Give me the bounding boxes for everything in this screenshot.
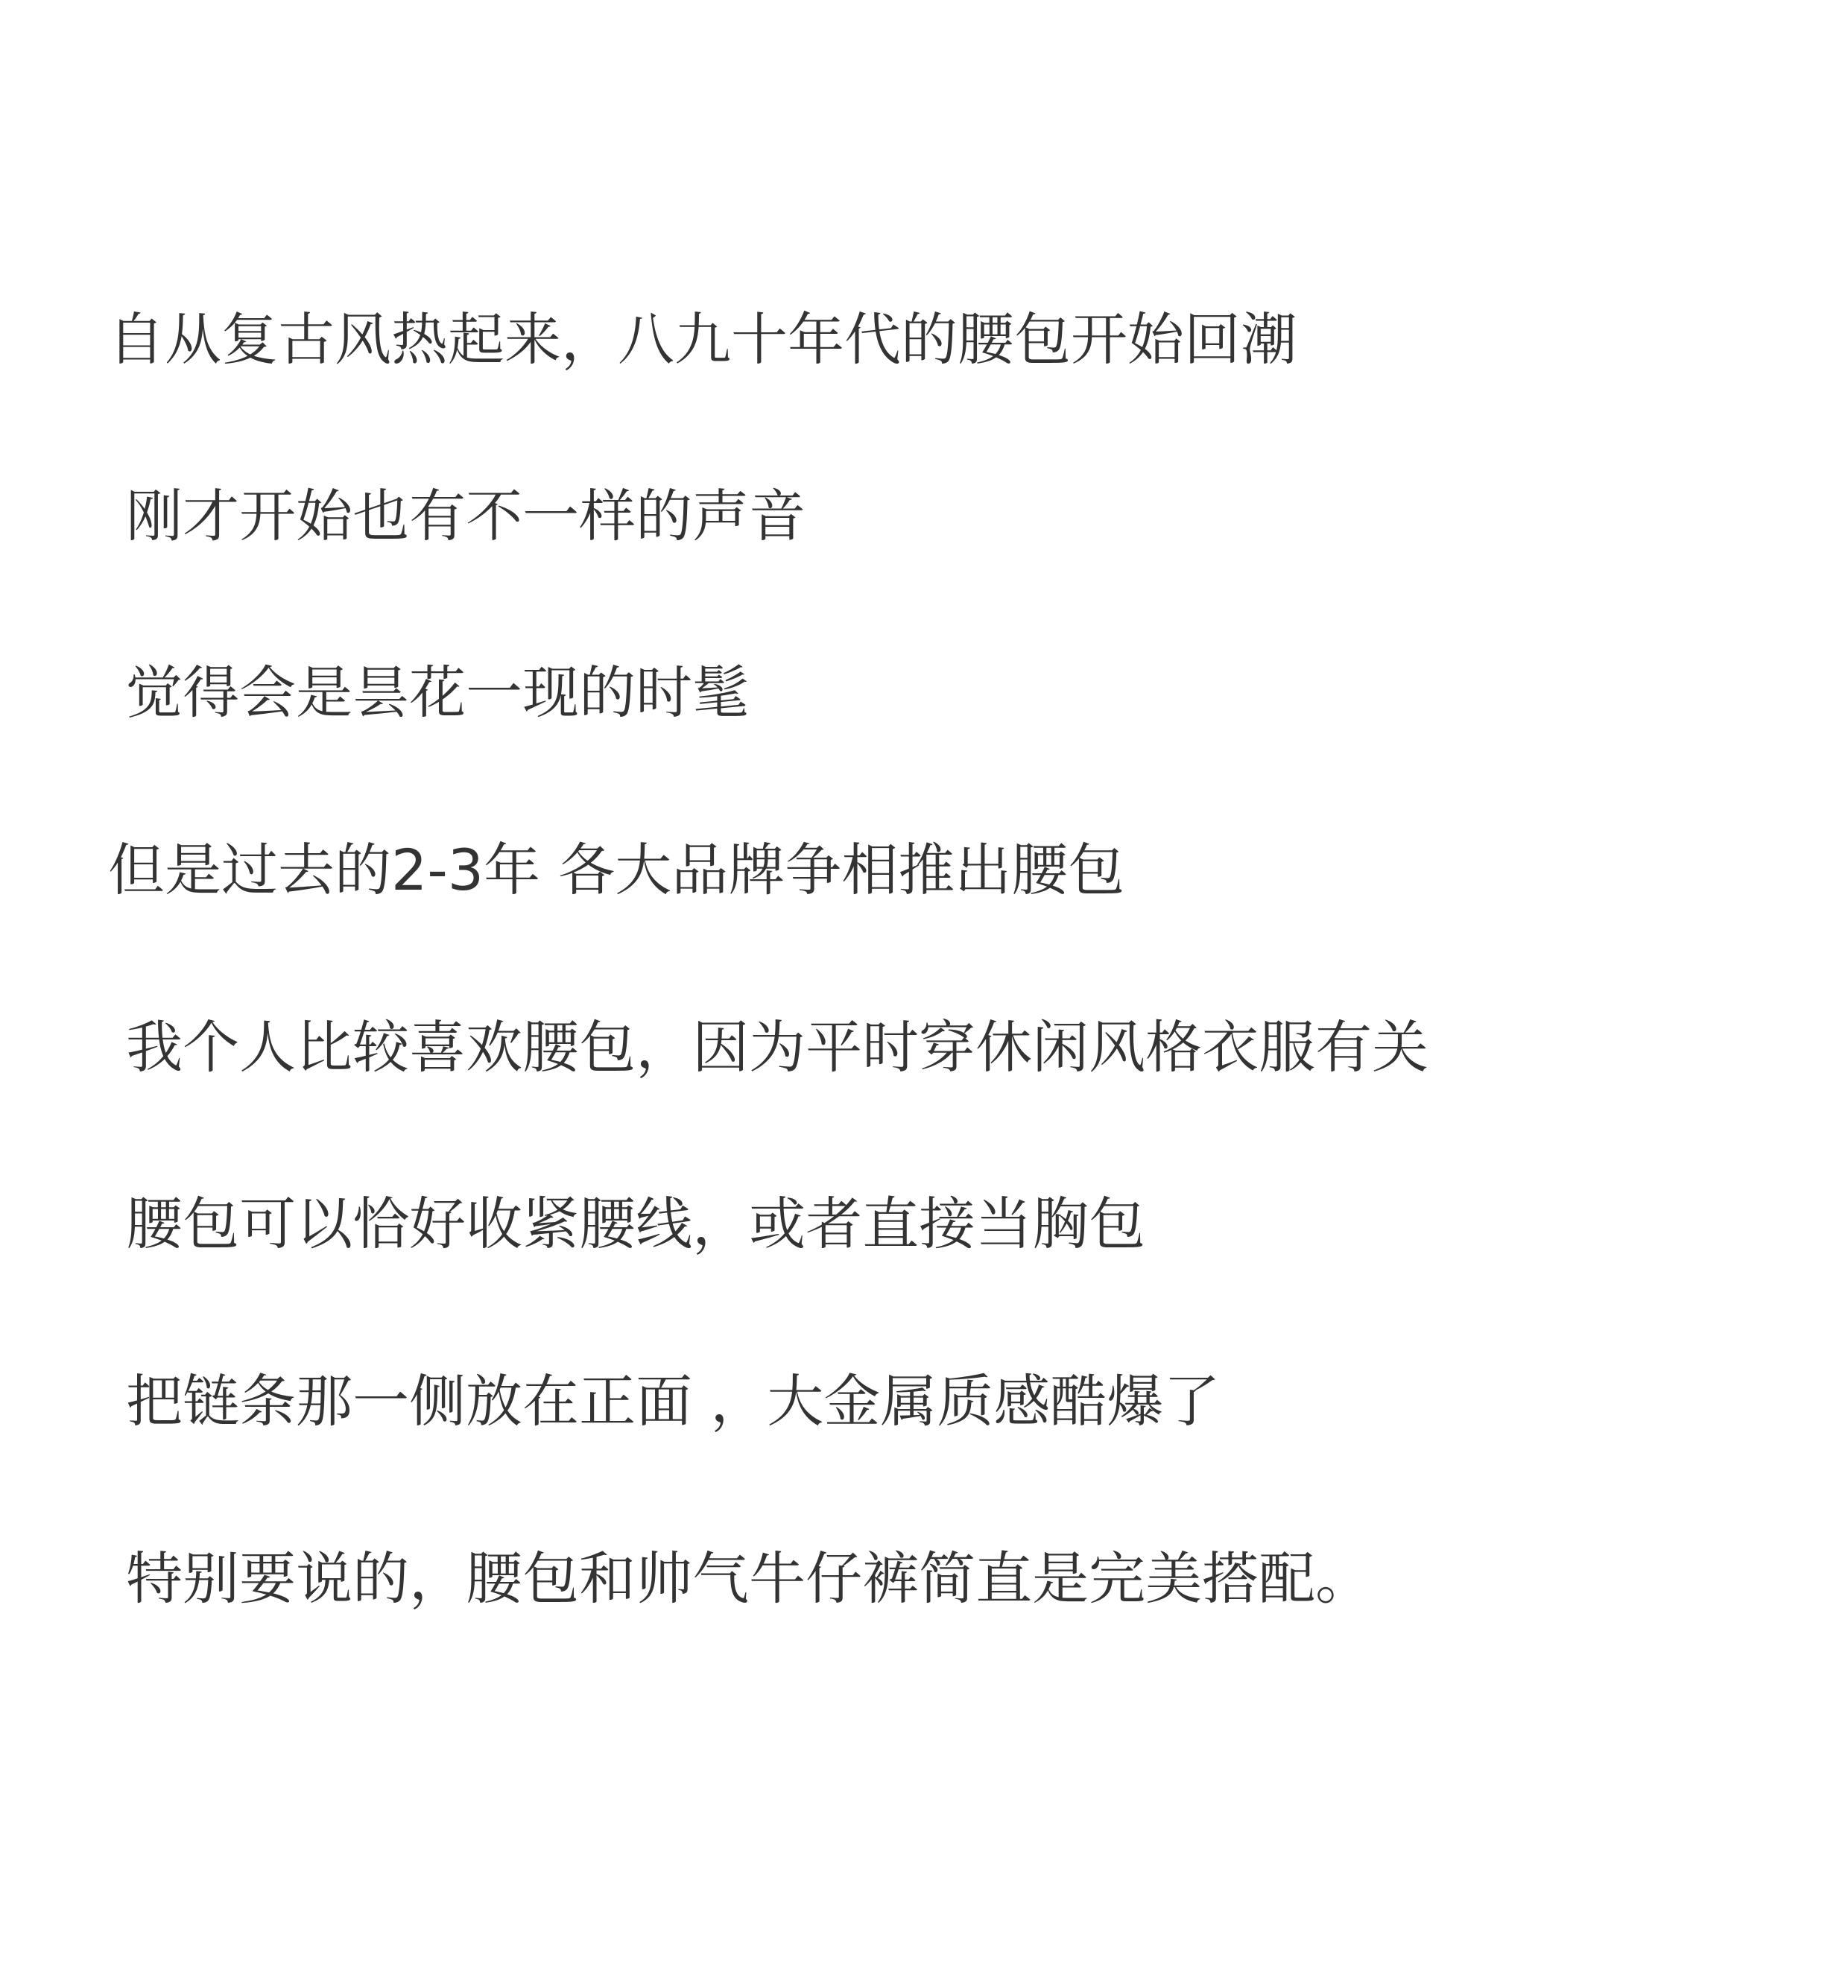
text-line-6: 腰包可以恰好收紧腰线，或者直接当胸包 <box>108 1191 1146 1257</box>
text-line-4: 但是过去的2-3年 各大品牌争相推出腰包 <box>108 837 1125 903</box>
text-line-1: 自从复古风热起来，八九十年代的腰包开始回潮 <box>108 306 1297 373</box>
text-line-3: 觉得会是昙花一现的时髦 <box>108 659 750 726</box>
text-line-7: 把链条那一侧放在正面 ，大金属质感酷爆了 <box>108 1368 1221 1434</box>
text-line-8: 特别要说的，腰包和帅气牛仔裤简直是完美搭配。 <box>108 1545 1373 1612</box>
text-line-5: 我个人比较喜欢腰包，因为平时穿休闲风格衣服有关 <box>108 1014 1429 1080</box>
text-line-2: 刚才开始也有不一样的声音 <box>108 483 806 549</box>
